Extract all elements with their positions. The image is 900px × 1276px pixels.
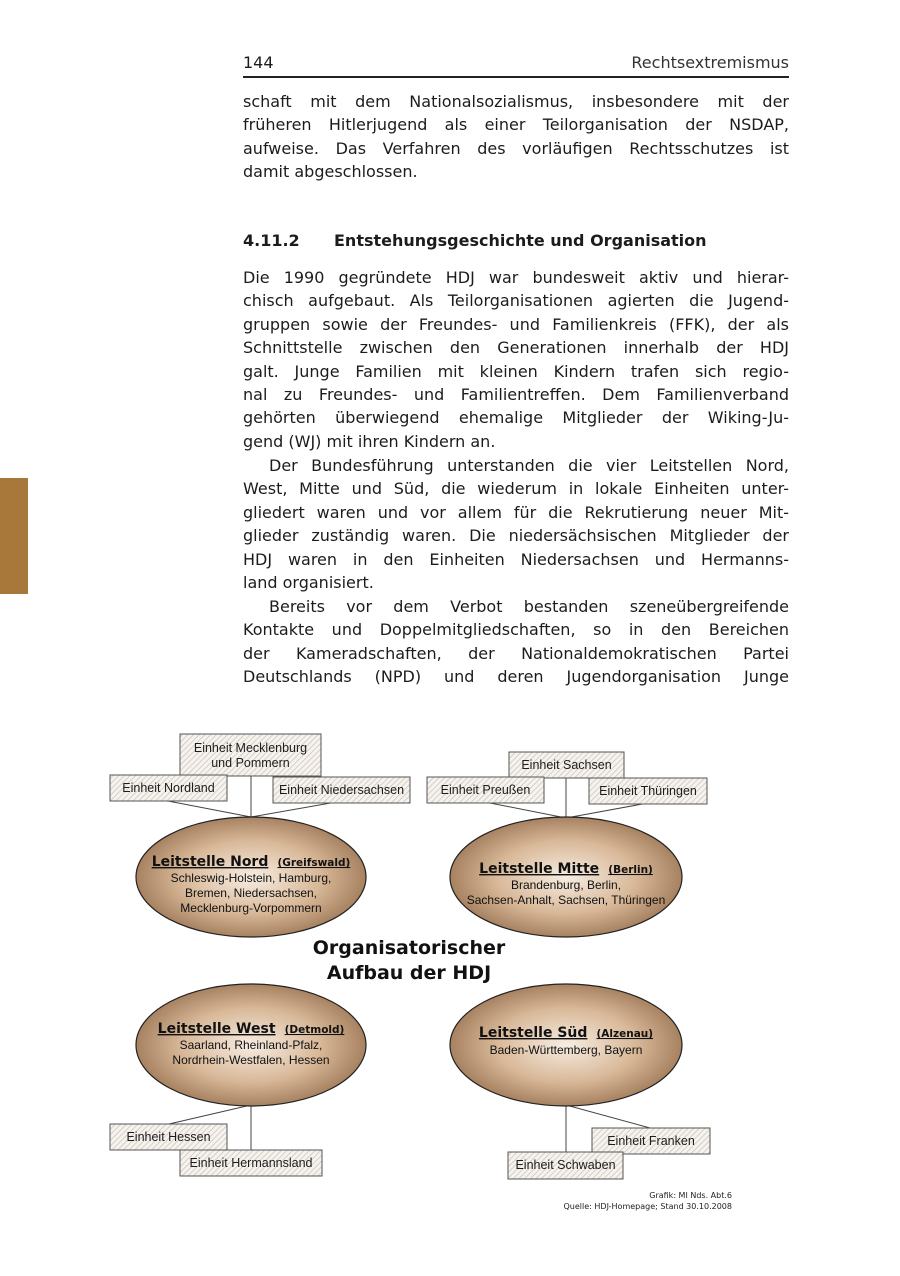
text-line: gend (WJ) mit ihren Kindern an. <box>243 431 496 451</box>
einheit-niedersachsen-label: Einheit Niedersachsen <box>278 783 405 797</box>
text-line: damit abgeschlossen. <box>243 162 418 182</box>
einheit-mecklenburg-box <box>180 734 321 776</box>
leitstelle-west-ellipse <box>136 984 366 1106</box>
einheit-niedersachsen-box <box>273 777 410 803</box>
diagram-title-line1: Organisatorischer <box>312 937 506 959</box>
leitstelle-sued-ellipse <box>450 984 682 1106</box>
einheit-preussen-box <box>427 777 544 803</box>
leitstelle-nord-regions-3: Mecklenburg-Vorpommern <box>180 901 322 915</box>
text-line: galt. Junge Familien mit kleinen Kindern trafen sich regio- <box>243 361 789 381</box>
einheit-sachsen-label: Einheit Sachsen <box>521 758 612 772</box>
text-line: chisch aufgebaut. Als Teilorganisationen agierten die Jugend- <box>243 291 789 311</box>
section-title: Entstehungsgeschichte und Organisation <box>334 231 707 250</box>
leitstelle-west-regions-2: Nordrhein-Westfalen, Hessen <box>172 1053 330 1067</box>
leitstelle-west-city: (Detmold) <box>284 1024 345 1036</box>
einheit-nordland-label: Einheit Nordland <box>122 781 215 795</box>
text-line: der Kameradschaften, der Nationaldemokratischen Partei <box>243 643 789 663</box>
text-line: aufweise. Das Verfahren des vorläufigen Rechtsschutzes ist <box>243 138 789 158</box>
text-line: West, Mitte und Süd, die wiederum in lokale Einheiten unter- <box>243 479 789 499</box>
einheit-hessen-label: Einheit Hessen <box>126 1130 211 1144</box>
einheit-hessen-box <box>110 1124 227 1150</box>
einheit-hermannsland-label: Einheit Hermannsland <box>189 1156 313 1170</box>
text-line: gliedert waren und vor allem für die Rekrutierung neuer Mit- <box>243 502 789 522</box>
leitstelle-nord-name: Leitstelle Nord <box>151 854 269 870</box>
running-title: Rechtsextremismus <box>631 53 789 72</box>
einheit-thueringen-label: Einheit Thüringen <box>599 784 697 798</box>
text-line: nal zu Freundes- und Familientreffen. Dem Familienverband <box>243 384 789 404</box>
text-line: HDJ waren in den Einheiten Niedersachsen und Hermanns- <box>243 549 789 569</box>
einheit-schwaben-box <box>508 1152 623 1179</box>
leitstelle-west-name: Leitstelle West <box>157 1021 276 1037</box>
einheit-mecklenburg-line2: und Pommern <box>211 756 290 770</box>
einheit-thueringen-box <box>589 778 707 804</box>
einheit-franken-label: Einheit Franken <box>607 1134 695 1148</box>
leitstelle-nord-regions-2: Bremen, Niedersachsen, <box>184 886 318 900</box>
diagram-credit-quelle: Quelle: HDJ-Homepage; Stand 30.10.2008 <box>563 1202 732 1211</box>
text-line: Deutschlands (NPD) und deren Jugendorganisation Junge <box>243 667 789 687</box>
leitstelle-nord-ellipse <box>136 817 366 937</box>
leitstelle-sued-regions-1: Baden-Württemberg, Bayern <box>489 1043 643 1057</box>
leitstelle-sued-name: Leitstelle Süd <box>478 1025 588 1041</box>
einheit-sachsen-box <box>509 752 624 778</box>
diagram-credit-grafik: Grafik: MI Nds. Abt.6 <box>649 1191 732 1200</box>
text-line: gruppen sowie der Freundes- und Familienkreis (FFK), der als <box>243 314 789 334</box>
text-line: Die 1990 gegründete HDJ war bundesweit aktiv und hierar- <box>243 268 789 287</box>
leitstelle-nord-regions-1: Schleswig-Holstein, Hamburg, <box>170 871 332 885</box>
text-line: Bereits vor dem Verbot bestanden szeneübergreifende <box>269 597 789 616</box>
leitstelle-mitte-regions-2: Sachsen-Anhalt, Sachsen, Thüringen <box>466 893 666 907</box>
leitstelle-mitte-ellipse <box>450 817 682 937</box>
leitstelle-mitte-name: Leitstelle Mitte <box>479 861 600 877</box>
leitstelle-west-regions-1: Saarland, Rheinland-Pfalz, <box>179 1038 323 1052</box>
leitstelle-mitte-city: (Berlin) <box>608 864 653 876</box>
leitstelle-nord-city: (Greifswald) <box>277 857 351 869</box>
text-line: schaft mit dem Nationalsozialismus, insbesondere mit der <box>243 92 789 111</box>
einheit-nordland-box <box>110 775 227 801</box>
leitstelle-mitte-regions-1: Brandenburg, Berlin, <box>510 878 622 892</box>
einheit-preussen-label: Einheit Preußen <box>440 783 531 797</box>
text-line: früheren Hitlerjugend als einer Teilorganisation der NSDAP, <box>243 115 789 135</box>
einheit-hermannsland-box <box>180 1150 322 1176</box>
section-number: 4.11.2 <box>243 231 300 250</box>
text-line: gehörten überwiegend ehemalige Mitglieder der Wiking-Ju- <box>243 408 789 428</box>
einheit-schwaben-label: Einheit Schwaben <box>515 1158 616 1172</box>
text-line: glieder zuständig waren. Die niedersächsischen Mitglieder der <box>243 526 789 546</box>
einheit-franken-box <box>592 1128 710 1154</box>
text-line: Der Bundesführung unterstanden die vier Leitstellen Nord, <box>269 456 789 475</box>
leitstelle-sued-city: (Alzenau) <box>596 1028 654 1040</box>
diagram-title-line2: Aufbau der HDJ <box>326 962 492 984</box>
text-line: Kontakte und Doppelmitgliedschaften, so in den Bereichen <box>243 620 789 640</box>
einheit-mecklenburg-line1: Einheit Mecklenburg <box>193 741 308 755</box>
text-line: Schnittstelle zwischen den Generationen innerhalb der HDJ <box>243 338 789 358</box>
text-line: land organisiert. <box>243 572 374 592</box>
page-number: 144 <box>243 53 274 72</box>
